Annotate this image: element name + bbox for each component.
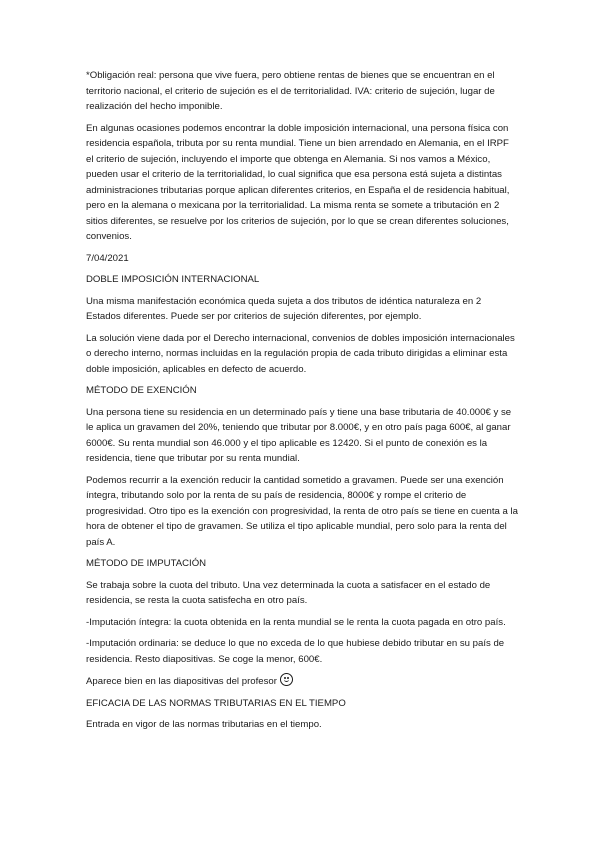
heading-metodo-exencion: MÉTODO DE EXENCIÓN: [86, 385, 197, 396]
document-page: [86, 68, 518, 739]
diapositivas-text: Aparece bien en las diapositivas del profesor: [86, 676, 277, 687]
heading-eficacia-normas: EFICACIA DE LAS NORMAS TRIBUTARIAS EN EL TIEMPO: [86, 697, 346, 709]
smiley-face-icon: [280, 673, 293, 686]
paragraph-entrada-vigor: Entrada en vigor de las normas tributarias en el tiempo.: [86, 719, 322, 730]
paragraph-diapositivas: [86, 673, 518, 690]
date-line: 7/04/2021: [86, 252, 129, 264]
heading-doble-imposicion: DOBLE IMPOSICIÓN INTERNACIONAL: [86, 274, 260, 285]
heading-metodo-imputacion: MÉTODO DE IMPUTACIÓN: [86, 558, 207, 569]
paragraph-imputacion-integra: -Imputación íntegra: la cuota obtenida en la renta mundial se le renta la cuota pagada en otro país.: [86, 616, 506, 628]
paragraph-imputacion-ordinaria: -Imputación ordinaria: se deduce lo que no exceda de lo que hubiese debido tributar en su país de residencia. Resto diapositivas. Se coge la menor, 600€.: [86, 638, 505, 665]
paragraph-ejemplo-exencion: Una persona tiene su residencia en un determinado país y tiene una base tributaria de 40.000€ y se le aplica un gravamen del 20%, teniendo que tributar por 8.000€, y en otro país paga 600€, al ganar 6000€. Su renta mundial son 46.000 y el tipo aplicable es 12420. Si el punto de conexión es la residencia, tiene que tributar por su renta mundial.: [86, 406, 512, 464]
paragraph-obligacion-real: *Obligación real: persona que vive fuera, pero obtiene rentas de bienes que se encuentran en el territorio nacional, el criterio de sujeción es el de territorialidad. IVA: criterio de sujeción, lugar de realización del hecho imponible.: [86, 70, 495, 112]
paragraph-doble-imposicion-intro: En algunas ocasiones podemos encontrar la doble imposición internacional, una persona física con residencia española, tributa por su renta mundial. Tiene un bien arrendado en Alemania, en el IRPF el criterio de sujeción, incluyendo el importe que obtenga en Alemania. Si nos vamos a México, pueden usar el criterio de la territorialidad, lo cual significa que esa persona está sujeta a distintas administraciones tributarias porque aplican diferentes criterios, en España el de residencia habitual, pero en la alemana o mexicana por la territorialidad. La misma renta se somete a tributación en 2 sitios diferentes, se resuelve por los criterios de sujeción, por lo que se crean diferentes soluciones, convenios.: [86, 122, 510, 242]
paragraph-definicion: Una misma manifestación económica queda sujeta a dos tributos de idéntica naturaleza en 2 Estados diferentes. Puede ser por criterios de sujeción diferentes, por ejemplo.: [86, 295, 482, 322]
paragraph-solucion: La solución viene dada por el Derecho internacional, convenios de dobles imposición internacionales o derecho interno, normas incluidas en la regulación propia de cada tributo dirigidas a eliminar esta doble imposición, aplicables en defecto de acuerdo.: [86, 332, 515, 375]
paragraph-tipos-exencion: Podemos recurrir a la exención reducir la cantidad sometido a gravamen. Puede ser una exención íntegra, tributando solo por la renta de su país de residencia, 8000€ y rompe el criterio de progresividad. Otro tipo es la exención con progresividad, la renta de otro país se tiene en cuenta a la hora de obtener el tipo de gravamen. Se utiliza el tipo aplicable mundial, pero solo para la renta del país A.: [86, 474, 518, 548]
paragraph-imputacion: Se trabaja sobre la cuota del tributo. Una vez determinada la cuota a satisfacer en el estado de residencia, se resta la cuota satisfecha en otro país.: [86, 579, 491, 606]
